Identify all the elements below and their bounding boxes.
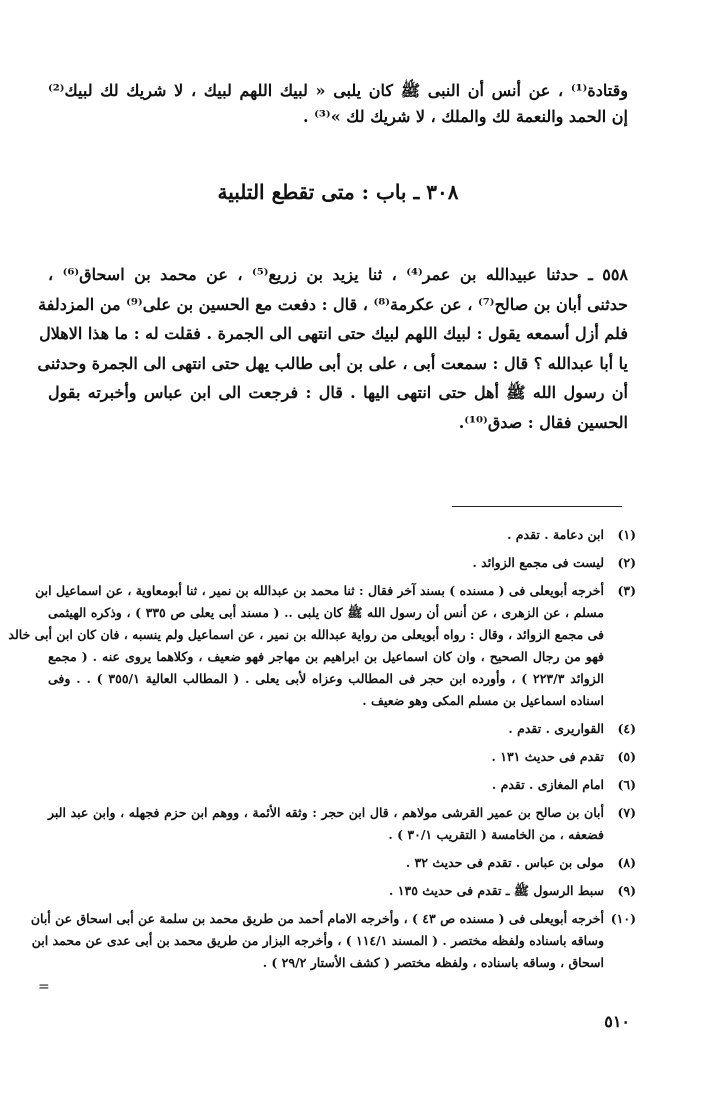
footnote-text: وساقه باسناده ولفظه مختصر . ( المسند ١١٤/١ ) ، وأخرجه البزار من طريق محمد بن أبى عدى عن محمد ابن	[31, 933, 604, 948]
footnote	[48, 524, 636, 546]
footnote-text: أبان بن صالح بن عمير القرشى مولاهم ، قال ابن حجر : وثقه الأئمة ، ووهم ابن حزم فجهله ، وابن عبد البر	[48, 805, 604, 820]
footnote-text: أخرجه أبويعلى فى ( مسنده ص ٤٣ ) ، وأخرجه الامام أحمد من طريق محمد بن سلمة عن أبى اسحاق عن أبان	[30, 911, 604, 926]
footnote-text: تقدم فى حديث ١٣١ .	[491, 749, 604, 764]
footnote	[48, 718, 636, 740]
hadith-line: يا أبا عبدالله ؟ قال : سمعت أبى ، على بن أبى طالب يهل حتى انتهى الى الجمرة وحدثنى	[37, 353, 628, 373]
footnote-number: (٦)	[617, 777, 636, 792]
footnote-text: الزوائد ٢٢٣/٣ ) ، وأورده ابن حجر فى المطالب وعزاه لأبى يعلى . ( المطالب العالية ٣٥٥/١ ) . . وفى	[48, 671, 604, 686]
page-number: ٥١٠	[604, 1012, 630, 1031]
footnote-text: ليست فى مجمع الزوائد .	[472, 555, 604, 570]
footnote	[48, 802, 636, 846]
footnote-text: أخرجه أبويعلى فى ( مسنده ) بسند آخر فقال : ثنا محمد بن عبدالله بن نمير ، ثنا أبومعاوية ، عن اسماعيل ابن	[35, 583, 604, 598]
footnote-number: (١٠)	[610, 911, 636, 926]
footnote	[8, 580, 636, 712]
footnote-number: (٢)	[617, 555, 636, 570]
footnote-text: اسناده اسماعيل بن مسلم المكى وهو ضعيف .	[362, 693, 604, 708]
footnote	[48, 746, 636, 768]
footnote-number: (٤)	[617, 721, 636, 736]
footnote-text: فى مجمع الزوائد ، وقال : رواه أبويعلى من رواية عبدالله بن نمير ، عن اسماعيل ولم ينسبه ، فان كان ابن أبى خالد	[8, 627, 604, 642]
chapter-title: ٣٠٨ ـ باب : متى تقطع التلبية	[217, 180, 459, 204]
intro-paragraph	[48, 78, 628, 130]
footnote-text: فهو من رجال الصحيح ، وان كان اسماعيل بن ابراهيم بن مهاجر فهو ضعيف ، وكلاهما يروى عنه . ( مجمع	[48, 649, 604, 664]
footnote-text: فضعفه ، من الخامسة ( التقريب ٣٠/١ ) .	[388, 827, 604, 842]
intro-line: وقتادة⁽¹⁾ ، عن أنس أن النبى ﷺ كان يلبى « لبيك اللهم لبيك ، لا شريك لك لبيك⁽²⁾	[48, 81, 628, 100]
footnote-text: مولى بن عباس . تقدم فى حديث ٣٢ .	[405, 855, 604, 870]
hadith-paragraph	[37, 260, 629, 437]
footnote-number: (٣)	[617, 583, 636, 598]
hadith-line: حدثنى أبان بن صالح⁽⁷⁾ ، عن عكرمة⁽⁸⁾ ، قال : دفعت مع الحسين بن على⁽⁹⁾ من المزدلفة	[38, 294, 628, 314]
footnote-number: (١)	[617, 527, 636, 542]
footnotes	[8, 524, 636, 980]
hadith-line: ٥٥٨ ـ حدثنا عبيدالله بن عمر⁽⁴⁾ ، ثنا يزيد بن زريع⁽⁵⁾ ، عن محمد بن اسحاق⁽⁶⁾ ،	[48, 265, 629, 284]
hadith-line: أن رسول الله ﷺ أهل حتى انتهى اليها . قال : فرجعت الى ابن عباس وأخبرته بقول	[48, 383, 628, 402]
footnote-divider	[452, 506, 622, 507]
footnote	[48, 852, 636, 874]
footnote	[30, 908, 636, 974]
footnote-text: اسحاق ، وساقه باسناده ، ولفظه مختصر ( كشف الأستار ٢٩/٢ ) .	[262, 955, 604, 970]
hadith-line: الحسين فقال : صدق⁽¹⁰⁾.	[458, 412, 628, 432]
footnote-number: (٩)	[617, 883, 636, 898]
footnote	[48, 880, 636, 902]
footnote-text: ابن دعامة . تقدم .	[507, 527, 604, 542]
hadith-line: فلم أزل أسمعه يقول : لبيك اللهم لبيك حتى انتهى الى الجمرة . فقلت له : ما هذا الاهلال	[39, 324, 628, 343]
footnote-text: مسلم ، عن الزهرى ، عن أنس أن رسول الله ﷺ كان يلبى .. ( مسند أبى يعلى ص ٣٣٥ ) ، وذكره الهيثمى	[48, 605, 604, 620]
footnote-number: (٨)	[617, 855, 636, 870]
footnote-text: القواريرى . تقدم .	[508, 721, 604, 736]
footnote-text: سبط الرسول ﷺ ـ تقدم فى حديث ١٣٥ .	[389, 883, 604, 898]
footnote	[48, 774, 636, 796]
footnote	[48, 552, 636, 574]
intro-line: إن الحمد والنعمة لك والملك ، لا شريك لك »⁽³⁾ .	[303, 107, 628, 126]
footnote-text: امام المغازى . تقدم .	[491, 777, 604, 792]
margin-mark: =	[38, 979, 50, 995]
footnote-number: (٥)	[617, 749, 636, 764]
footnote-number: (٧)	[617, 805, 636, 820]
